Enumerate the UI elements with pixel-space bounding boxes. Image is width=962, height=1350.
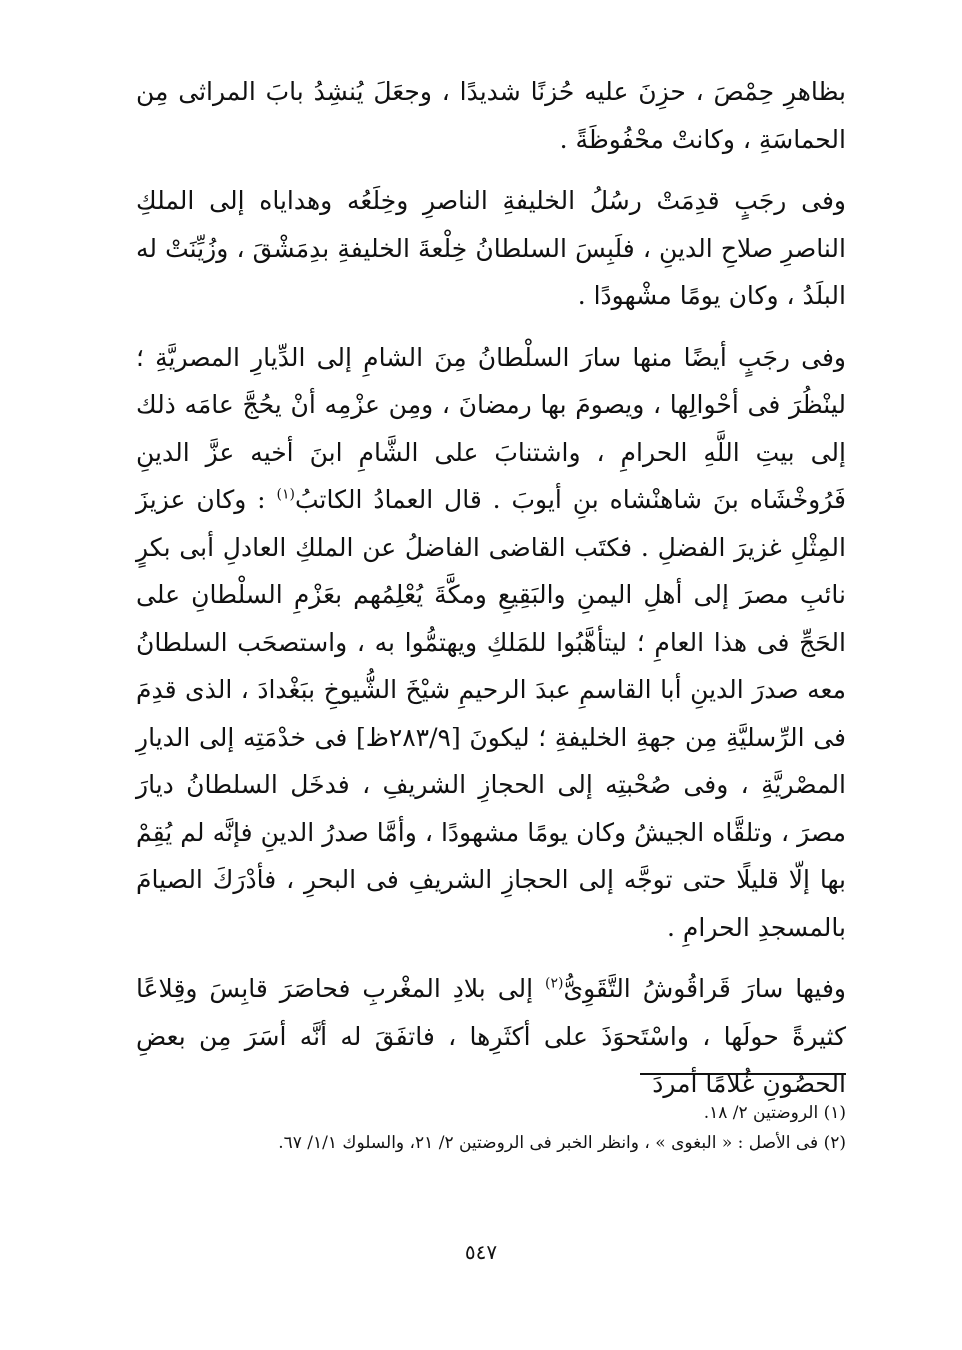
paragraph-2: وفى رجَبٍ قدِمَتْ رسُلُ الخليفةِ الناصرِ وخِلَعُه وهداياه إلى الملكِ الناصرِ صلاحِ الدينِ ، فلَبِسَ السلطانُ خِلْعةَ الخليفةِ بدِمَشْقَ ، وزُيِّنَتْ له البلَدُ ، وكان يومًا مشْهودًا .	[136, 186, 846, 310]
footnote-ref-1[interactable]: (١)	[276, 486, 295, 503]
main-text	[136, 68, 846, 1108]
paragraph-3	[136, 334, 846, 952]
footnote-separator	[640, 1073, 846, 1075]
paragraph-4	[136, 965, 846, 1108]
footnote-ref-2[interactable]: (٢)	[545, 975, 564, 992]
footnote-2: (٢) فى الأصل : « البغوى » ، وانظر الخبر فى الروضتين ٢/ ٢١، والسلوك ١/١/ ٦٧.	[278, 1133, 846, 1153]
paragraph-3-text-a: وفى رجَبٍ أيضًا منها سارَ السلْطانُ مِنَ الشامِ إلى الدِّيارِ المصريَّةِ ؛ لينْظُرَ فى أحْوالِها ، ويصومَ بها رمضانَ ، ومِن عزْمِه أنْ يحُجَّ عامَه ذلك إلى بيتِ اللَّهِ الحرامِ ، واشتنابَ على الشَّامِ ابنَ أخيه عزَّ الدينِ فَرُوخْشَاه بنَ شاهنْشاه بنِ أيوبَ . قال العمادُ الكاتبُ	[136, 342, 846, 514]
paragraph-3-text-b: : وكان عزيزَ المِثْلِ غزيرَ الفضلِ . فكتَب القاضى الفاضلُ عن الملكِ العادلِ أبى بكرٍ نائبِ مصرَ إلى أهلِ اليمنِ والبَقِيعِ ومكَّةَ يُعْلِمُهم بعَزْمِ السلْطانِ على الحَجِّ فى هذا العامِ ؛ ليتأهَّبُوا للمَلكِ ويهتمُّوا به ، واستصحَب السلطانُ معه صدرَ الدينِ أبا القاسمِ عبدَ الرحيمِ شيْخَ الشُّيوخِ ببَغْدادَ ، الذى قدِمَ فى الرِّسليَّةِ مِن جهةِ الخليفةِ ؛ ليكونَ [٢٨٣/٩ظ] فى خدْمَتِه إلى الديارِ المصْريَّةِ ، وفى صُحْبتِه إلى الحجازِ الشريفِ ، فدخَل السلطانُ ديارَ مصرَ ، وتلقَّاه الجيشُ وكان يومًا مشهودًا ، وأمَّا صدرُ الدينِ فإنَّه لم يُقِمْ بها إلّا قليلًا حتى توجَّه إلى الحجازِ الشريفِ فى البحرِ ، فأدْرَكَ الصيامَ بالمسجدِ الحرامِ .	[136, 485, 846, 942]
page-number: ٥٤٧	[464, 1240, 498, 1264]
paragraph-1: بظاهرِ حِمْصَ ، حزِنَ عليه حُزنًا شديدًا ، وجعَلَ يُنشِدُ بابَ المراثى مِن الحماسَةِ ، وكانتْ محْفُوظَةً .	[136, 77, 846, 154]
footnotes	[136, 1098, 846, 1158]
footnote-1: (١) الروضتين ٢/ ١٨.	[703, 1103, 846, 1123]
paragraph-4-text-a: وفيها سارَ قَراقُوشُ التَّقَوِىُّ	[563, 974, 846, 1003]
paragraph-4-text-b: إلى بلادِ المغْربِ فحاصَرَ قابِسَ وقِلاعًا كثيرةً حولَها ، واسْتَحوَذَ على أكثَرِها ، فاتفَقَ له أنَّه أسَرَ مِن بعضِ الحصُونِ غُلامًا أمردَ	[136, 974, 846, 1098]
